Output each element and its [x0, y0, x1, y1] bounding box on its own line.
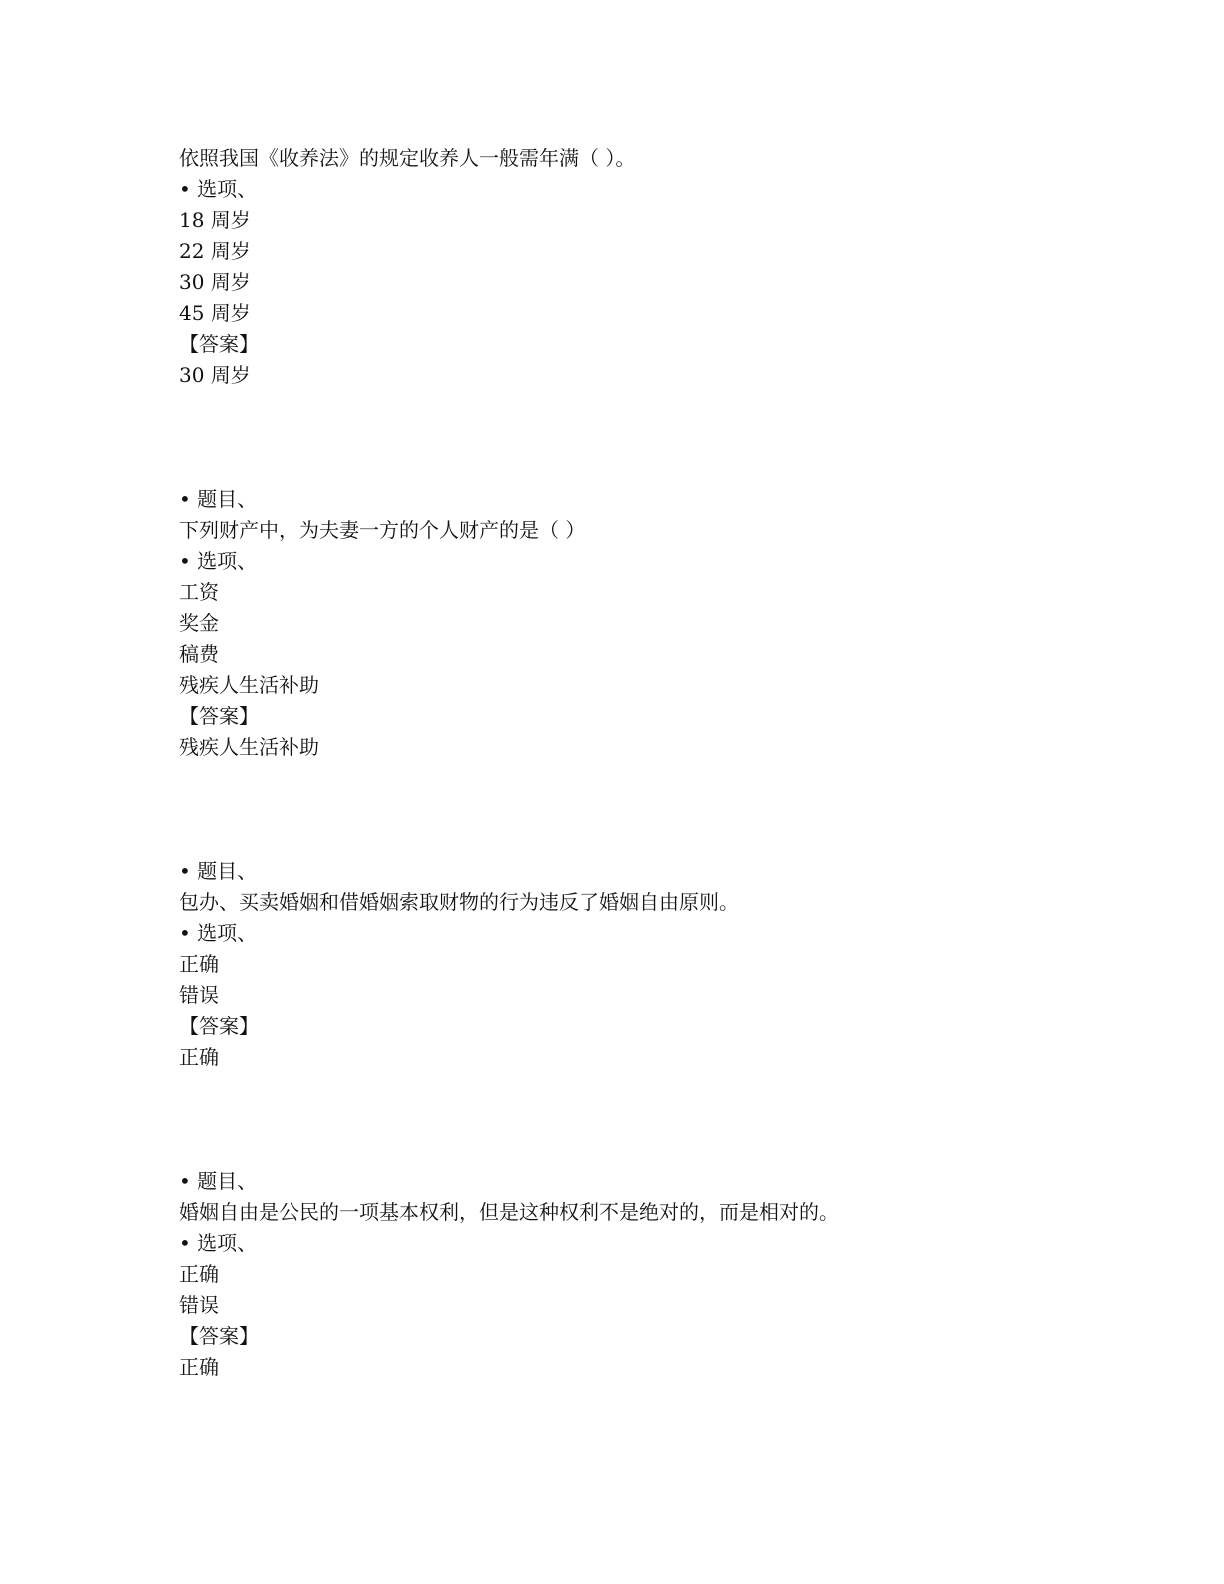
answer-value: 30 周岁 [179, 363, 251, 387]
option-item: 奖金 [179, 611, 219, 635]
title-label: • 题目、 [179, 856, 1079, 887]
title-label: • 题目、 [179, 1166, 1079, 1197]
option-item: 30 周岁 [179, 270, 251, 294]
option-item: 工资 [179, 580, 219, 604]
answer-value: 正确 [179, 1355, 219, 1379]
answer-label: 【答案】 [179, 332, 259, 356]
answer-label: 【答案】 [179, 1324, 259, 1348]
answer-label: 【答案】 [179, 1014, 259, 1038]
answer-value: 残疾人生活补助 [179, 735, 319, 759]
options-label: • 选项、 [179, 174, 1079, 205]
question-block-2 [179, 484, 1079, 763]
option-item: 错误 [179, 1293, 219, 1317]
question-block-4 [179, 1166, 1079, 1383]
option-item: 22 周岁 [179, 239, 251, 263]
title-label: • 题目、 [179, 484, 1079, 515]
question-block-3 [179, 856, 1079, 1073]
option-item: 18 周岁 [179, 208, 251, 232]
option-item: 残疾人生活补助 [179, 673, 319, 697]
question-block-1 [179, 143, 1079, 391]
question-stem: 下列财产中，为夫妻一方的个人财产的是（ ） [179, 518, 586, 542]
option-item: 正确 [179, 952, 219, 976]
spacer [179, 391, 1079, 484]
option-item: 正确 [179, 1262, 219, 1286]
options-label: • 选项、 [179, 918, 1079, 949]
document-page [179, 143, 1079, 1383]
option-item: 稿费 [179, 642, 219, 666]
options-label: • 选项、 [179, 546, 1079, 577]
option-item: 错误 [179, 983, 219, 1007]
answer-label: 【答案】 [179, 704, 259, 728]
options-label: • 选项、 [179, 1228, 1079, 1259]
spacer [179, 763, 1079, 856]
spacer [179, 1073, 1079, 1166]
answer-value: 正确 [179, 1045, 219, 1069]
option-item: 45 周岁 [179, 301, 251, 325]
question-stem: 依照我国《收养法》的规定收养人一般需年满（ ）。 [179, 146, 636, 170]
question-stem: 包办、买卖婚姻和借婚姻索取财物的行为违反了婚姻自由原则。 [179, 890, 739, 914]
question-stem: 婚姻自由是公民的一项基本权利，但是这种权利不是绝对的，而是相对的。 [179, 1200, 839, 1224]
